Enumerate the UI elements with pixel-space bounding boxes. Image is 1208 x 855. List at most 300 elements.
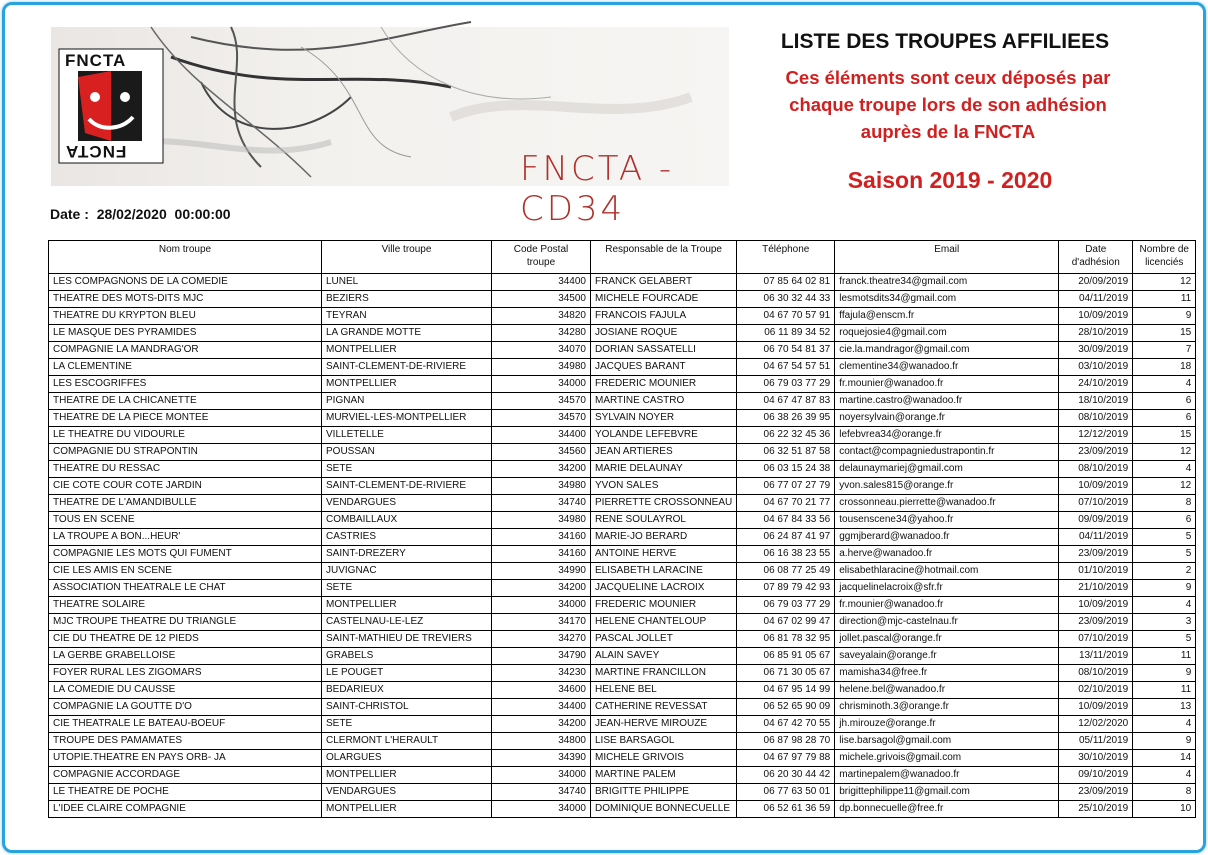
cell-ville: SAINT-CLEMENT-DE-RIVIERE <box>322 478 492 495</box>
cell-date: 07/10/2019 <box>1059 631 1133 648</box>
cell-date: 20/09/2019 <box>1059 274 1133 291</box>
cell-date: 12/12/2019 <box>1059 427 1133 444</box>
cell-responsable: PASCAL JOLLET <box>591 631 737 648</box>
cell-code-postal: 34000 <box>492 767 591 784</box>
cell-licencies: 15 <box>1133 325 1196 342</box>
cell-licencies: 7 <box>1133 342 1196 359</box>
cell-telephone: 06 03 15 24 38 <box>737 461 835 478</box>
cell-ville: VENDARGUES <box>322 784 492 801</box>
cell-nom: MJC TROUPE THEATRE DU TRIANGLE <box>49 614 322 631</box>
cell-code-postal: 34070 <box>492 342 591 359</box>
cell-licencies: 4 <box>1133 376 1196 393</box>
cell-licencies: 11 <box>1133 682 1196 699</box>
cell-telephone: 06 20 30 44 42 <box>737 767 835 784</box>
cell-licencies: 5 <box>1133 529 1196 546</box>
cell-ville: MONTPELLIER <box>322 342 492 359</box>
cell-code-postal: 34400 <box>492 274 591 291</box>
col-header-nom: Nom troupe <box>49 241 322 274</box>
cell-responsable: YOLANDE LEFEBVRE <box>591 427 737 444</box>
col-header-responsable: Responsable de la Troupe <box>591 241 737 274</box>
cell-code-postal: 34740 <box>492 784 591 801</box>
cell-responsable: MICHELE GRIVOIS <box>591 750 737 767</box>
cell-ville: OLARGUES <box>322 750 492 767</box>
cell-date: 25/10/2019 <box>1059 801 1133 818</box>
cell-responsable: FRANCK GELABERT <box>591 274 737 291</box>
cell-code-postal: 34230 <box>492 665 591 682</box>
cell-code-postal: 34390 <box>492 750 591 767</box>
table-row <box>49 614 1196 631</box>
table-row <box>49 597 1196 614</box>
cell-responsable: CATHERINE REVESSAT <box>591 699 737 716</box>
cell-date: 04/11/2019 <box>1059 529 1133 546</box>
cell-code-postal: 34280 <box>492 325 591 342</box>
cell-responsable: BRIGITTE PHILIPPE <box>591 784 737 801</box>
cell-date: 30/09/2019 <box>1059 342 1133 359</box>
cell-code-postal: 34800 <box>492 733 591 750</box>
troupes-table <box>48 240 1196 818</box>
table-row <box>49 410 1196 427</box>
cell-date: 01/10/2019 <box>1059 563 1133 580</box>
season-label: Saison 2019 - 2020 <box>847 167 1053 193</box>
cell-responsable: ALAIN SAVEY <box>591 648 737 665</box>
date-line <box>50 206 231 222</box>
cell-nom: COMPAGNIE DU STRAPONTIN <box>49 444 322 461</box>
cell-ville: POUSSAN <box>322 444 492 461</box>
cell-responsable: ELISABETH LARACINE <box>591 563 737 580</box>
cell-ville: SAINT-DREZERY <box>322 546 492 563</box>
cell-email: jollet.pascal@orange.fr <box>835 631 1059 648</box>
col-header-licencies: Nombre de licenciés <box>1133 241 1196 274</box>
table-row <box>49 529 1196 546</box>
col-header-ville: Ville troupe <box>322 241 492 274</box>
cell-nom: THEATRE DE L'AMANDIBULLE <box>49 495 322 512</box>
cell-licencies: 12 <box>1133 478 1196 495</box>
logo-letters-top: FNCTA <box>65 51 127 70</box>
cell-nom: LES ESCOGRIFFES <box>49 376 322 393</box>
cell-telephone: 06 52 61 36 59 <box>737 801 835 818</box>
col-header-code-postal: Code Postal troupe <box>492 241 591 274</box>
cell-responsable: JACQUELINE LACROIX <box>591 580 737 597</box>
cell-email: clementine34@wanadoo.fr <box>835 359 1059 376</box>
table-row <box>49 665 1196 682</box>
header-row <box>49 241 1196 274</box>
cell-telephone: 07 89 79 42 93 <box>737 580 835 597</box>
cell-email: jacquelinelacroix@sfr.fr <box>835 580 1059 597</box>
table-row <box>49 444 1196 461</box>
cell-licencies: 4 <box>1133 461 1196 478</box>
cell-email: fr.mounier@wanadoo.fr <box>835 376 1059 393</box>
table-row <box>49 733 1196 750</box>
table-body <box>49 274 1196 818</box>
cell-responsable: HELENE BEL <box>591 682 737 699</box>
logo-letters-bottom: FNCTA <box>65 142 127 161</box>
cell-email: martine.castro@wanadoo.fr <box>835 393 1059 410</box>
cell-ville: SAINT-CHRISTOL <box>322 699 492 716</box>
cell-responsable: JOSIANE ROQUE <box>591 325 737 342</box>
cell-licencies: 9 <box>1133 308 1196 325</box>
table-row <box>49 716 1196 733</box>
cell-licencies: 14 <box>1133 750 1196 767</box>
cell-date: 12/02/2020 <box>1059 716 1133 733</box>
cell-nom: LA COMEDIE DU CAUSSE <box>49 682 322 699</box>
cell-date: 10/09/2019 <box>1059 699 1133 716</box>
table-row <box>49 342 1196 359</box>
cell-telephone: 04 67 97 79 88 <box>737 750 835 767</box>
cell-ville: SAINT-CLEMENT-DE-RIVIERE <box>322 359 492 376</box>
cell-code-postal: 34160 <box>492 529 591 546</box>
cell-email: crossonneau.pierrette@wanadoo.fr <box>835 495 1059 512</box>
table-row <box>49 461 1196 478</box>
cell-nom: LA TROUPE A BON...HEUR' <box>49 529 322 546</box>
cell-ville: MONTPELLIER <box>322 376 492 393</box>
cell-email: michele.grivois@gmail.com <box>835 750 1059 767</box>
table-row <box>49 801 1196 818</box>
cell-code-postal: 34980 <box>492 359 591 376</box>
table-row <box>49 359 1196 376</box>
cell-nom: LE THEATRE DU VIDOURLE <box>49 427 322 444</box>
table-header <box>49 241 1196 274</box>
cell-telephone: 06 79 03 77 29 <box>737 597 835 614</box>
cell-licencies: 6 <box>1133 512 1196 529</box>
table-row <box>49 512 1196 529</box>
cell-code-postal: 34980 <box>492 478 591 495</box>
cell-nom: UTOPIE.THEATRE EN PAYS ORB- JA <box>49 750 322 767</box>
cell-code-postal: 34560 <box>492 444 591 461</box>
cell-email: tousenscene34@yahoo.fr <box>835 512 1059 529</box>
cell-licencies: 11 <box>1133 291 1196 308</box>
cell-nom: CIE COTE COUR COTE JARDIN <box>49 478 322 495</box>
cell-nom: COMPAGNIE LA MANDRAG'OR <box>49 342 322 359</box>
table-row <box>49 580 1196 597</box>
cell-code-postal: 34200 <box>492 461 591 478</box>
cell-telephone: 04 67 47 87 83 <box>737 393 835 410</box>
cell-date: 23/09/2019 <box>1059 784 1133 801</box>
cell-nom: LE THEATRE DE POCHE <box>49 784 322 801</box>
cell-telephone: 07 85 64 02 81 <box>737 274 835 291</box>
cell-telephone: 04 67 02 99 47 <box>737 614 835 631</box>
cell-telephone: 06 24 87 41 97 <box>737 529 835 546</box>
cell-nom: LA CLEMENTINE <box>49 359 322 376</box>
cell-email: martinepalem@wanadoo.fr <box>835 767 1059 784</box>
cell-nom: THEATRE SOLAIRE <box>49 597 322 614</box>
cell-ville: JUVIGNAC <box>322 563 492 580</box>
cell-date: 02/10/2019 <box>1059 682 1133 699</box>
cell-licencies: 13 <box>1133 699 1196 716</box>
cell-email: cie.la.mandragor@gmail.com <box>835 342 1059 359</box>
table-row <box>49 563 1196 580</box>
cell-responsable: MARIE-JO BERARD <box>591 529 737 546</box>
cell-licencies: 11 <box>1133 648 1196 665</box>
cell-date: 08/10/2019 <box>1059 410 1133 427</box>
cell-date: 23/09/2019 <box>1059 444 1133 461</box>
cell-telephone: 06 52 65 90 09 <box>737 699 835 716</box>
cell-ville: CASTELNAU-LE-LEZ <box>322 614 492 631</box>
cell-licencies: 12 <box>1133 274 1196 291</box>
cell-telephone: 06 16 38 23 55 <box>737 546 835 563</box>
cell-ville: VILLETELLE <box>322 427 492 444</box>
cell-responsable: JEAN-HERVE MIROUZE <box>591 716 737 733</box>
cell-ville: CLERMONT L'HERAULT <box>322 733 492 750</box>
cell-nom: FOYER RURAL LES ZIGOMARS <box>49 665 322 682</box>
cell-ville: SAINT-MATHIEU DE TREVIERS <box>322 631 492 648</box>
cell-telephone: 06 11 89 34 52 <box>737 325 835 342</box>
cell-licencies: 15 <box>1133 427 1196 444</box>
cell-responsable: MICHELE FOURCADE <box>591 291 737 308</box>
cell-responsable: MARIE DELAUNAY <box>591 461 737 478</box>
cell-email: contact@compagniedustrapontin.fr <box>835 444 1059 461</box>
cell-nom: LA GERBE GRABELLOISE <box>49 648 322 665</box>
cell-licencies: 9 <box>1133 733 1196 750</box>
cell-email: direction@mjc-castelnau.fr <box>835 614 1059 631</box>
table-row <box>49 750 1196 767</box>
cell-date: 23/09/2019 <box>1059 546 1133 563</box>
cell-email: noyersylvain@orange.fr <box>835 410 1059 427</box>
cell-email: elisabethlaracine@hotmail.com <box>835 563 1059 580</box>
cell-responsable: ANTOINE HERVE <box>591 546 737 563</box>
cell-date: 21/10/2019 <box>1059 580 1133 597</box>
col-header-date: Date d'adhésion <box>1059 241 1133 274</box>
cell-telephone: 06 30 32 44 33 <box>737 291 835 308</box>
cell-nom: THEATRE DU KRYPTON BLEU <box>49 308 322 325</box>
cell-code-postal: 34600 <box>492 682 591 699</box>
cell-telephone: 06 79 03 77 29 <box>737 376 835 393</box>
cell-code-postal: 34000 <box>492 376 591 393</box>
cell-licencies: 9 <box>1133 665 1196 682</box>
cell-licencies: 4 <box>1133 767 1196 784</box>
cell-telephone: 04 67 70 21 77 <box>737 495 835 512</box>
cell-responsable: PIERRETTE CROSSONNEAU <box>591 495 737 512</box>
cell-code-postal: 34000 <box>492 801 591 818</box>
cell-telephone: 04 67 70 57 91 <box>737 308 835 325</box>
cell-nom: COMPAGNIE LES MOTS QUI FUMENT <box>49 546 322 563</box>
cell-date: 28/10/2019 <box>1059 325 1133 342</box>
table-row <box>49 699 1196 716</box>
cell-licencies: 9 <box>1133 580 1196 597</box>
table-row <box>49 308 1196 325</box>
cell-date: 10/09/2019 <box>1059 597 1133 614</box>
cell-email: ggmjberard@wanadoo.fr <box>835 529 1059 546</box>
cell-date: 05/11/2019 <box>1059 733 1133 750</box>
table-row <box>49 325 1196 342</box>
cell-nom: CIE DU THEATRE DE 12 PIEDS <box>49 631 322 648</box>
cell-telephone: 06 08 77 25 49 <box>737 563 835 580</box>
cell-licencies: 5 <box>1133 546 1196 563</box>
page-title: LISTE DES TROUPES AFFILIEES <box>780 30 1110 53</box>
cell-nom: LES COMPAGNONS DE LA COMEDIE <box>49 274 322 291</box>
cell-date: 08/10/2019 <box>1059 461 1133 478</box>
cell-licencies: 6 <box>1133 410 1196 427</box>
cell-responsable: DOMINIQUE BONNECUELLE <box>591 801 737 818</box>
cell-licencies: 5 <box>1133 631 1196 648</box>
cell-nom: L'IDEE CLAIRE COMPAGNIE <box>49 801 322 818</box>
cell-date: 10/09/2019 <box>1059 478 1133 495</box>
cell-date: 03/10/2019 <box>1059 359 1133 376</box>
cell-responsable: FREDERIC MOUNIER <box>591 376 737 393</box>
cell-licencies: 3 <box>1133 614 1196 631</box>
cell-email: brigittephilippe11@gmail.com <box>835 784 1059 801</box>
cell-ville: BEDARIEUX <box>322 682 492 699</box>
cell-code-postal: 34570 <box>492 393 591 410</box>
cell-nom: THEATRE DE LA PIECE MONTEE <box>49 410 322 427</box>
cell-responsable: FREDERIC MOUNIER <box>591 597 737 614</box>
cell-code-postal: 34570 <box>492 410 591 427</box>
table-row <box>49 682 1196 699</box>
table-row <box>49 784 1196 801</box>
cell-code-postal: 34790 <box>492 648 591 665</box>
cell-telephone: 06 77 07 27 79 <box>737 478 835 495</box>
table-row <box>49 767 1196 784</box>
cell-licencies: 8 <box>1133 784 1196 801</box>
cell-code-postal: 34000 <box>492 597 591 614</box>
cell-date: 07/10/2019 <box>1059 495 1133 512</box>
cell-ville: TEYRAN <box>322 308 492 325</box>
cell-date: 08/10/2019 <box>1059 665 1133 682</box>
cell-nom: COMPAGNIE ACCORDAGE <box>49 767 322 784</box>
cell-email: lise.barsagol@gmail.com <box>835 733 1059 750</box>
table-row <box>49 631 1196 648</box>
cell-ville: LA GRANDE MOTTE <box>322 325 492 342</box>
table-row <box>49 274 1196 291</box>
date-value: 28/02/2020 00:00:00 <box>96 206 231 222</box>
cell-ville: COMBAILLAUX <box>322 512 492 529</box>
cell-email: fr.mounier@wanadoo.fr <box>835 597 1059 614</box>
cell-email: saveyalain@orange.fr <box>835 648 1059 665</box>
cell-email: roquejosie4@gmail.com <box>835 325 1059 342</box>
cell-date: 18/10/2019 <box>1059 393 1133 410</box>
cell-date: 09/10/2019 <box>1059 767 1133 784</box>
cell-ville: MONTPELLIER <box>322 597 492 614</box>
cell-ville: LUNEL <box>322 274 492 291</box>
subtitle <box>755 64 1141 145</box>
cell-date: 10/09/2019 <box>1059 308 1133 325</box>
cell-date: 23/09/2019 <box>1059 614 1133 631</box>
cell-email: franck.theatre34@gmail.com <box>835 274 1059 291</box>
cell-telephone: 04 67 42 70 55 <box>737 716 835 733</box>
cell-ville: SETE <box>322 716 492 733</box>
cell-ville: GRABELS <box>322 648 492 665</box>
cell-telephone: 04 67 95 14 99 <box>737 682 835 699</box>
cell-responsable: JACQUES BARANT <box>591 359 737 376</box>
cell-ville: MONTPELLIER <box>322 801 492 818</box>
cell-responsable: YVON SALES <box>591 478 737 495</box>
cell-code-postal: 34820 <box>492 308 591 325</box>
cell-email: lefebvrea34@orange.fr <box>835 427 1059 444</box>
cell-responsable: FRANCOIS FAJULA <box>591 308 737 325</box>
table-row <box>49 393 1196 410</box>
cell-licencies: 6 <box>1133 393 1196 410</box>
cell-responsable: JEAN ARTIERES <box>591 444 737 461</box>
cell-telephone: 06 32 51 87 58 <box>737 444 835 461</box>
cell-email: yvon.sales815@orange.fr <box>835 478 1059 495</box>
cell-ville: PIGNAN <box>322 393 492 410</box>
col-header-email: Email <box>835 241 1059 274</box>
cell-responsable: MARTINE CASTRO <box>591 393 737 410</box>
banner-text: FNCTA - CD34 <box>520 149 675 229</box>
cell-code-postal: 34980 <box>492 512 591 529</box>
cell-telephone: 04 67 54 57 51 <box>737 359 835 376</box>
cell-telephone: 06 71 30 05 67 <box>737 665 835 682</box>
subtitle-line: Ces éléments sont ceux déposés par <box>785 67 1111 88</box>
cell-ville: LE POUGET <box>322 665 492 682</box>
cell-ville: VENDARGUES <box>322 495 492 512</box>
cell-licencies: 10 <box>1133 801 1196 818</box>
cell-nom: THEATRE DU RESSAC <box>49 461 322 478</box>
cell-responsable: MARTINE PALEM <box>591 767 737 784</box>
cell-responsable: DORIAN SASSATELLI <box>591 342 737 359</box>
cell-telephone: 06 77 63 50 01 <box>737 784 835 801</box>
cell-nom: COMPAGNIE LA GOUTTE D'O <box>49 699 322 716</box>
table-row <box>49 648 1196 665</box>
cell-nom: CIE LES AMIS EN SCENE <box>49 563 322 580</box>
table-row <box>49 478 1196 495</box>
cell-nom: LE MASQUE DES PYRAMIDES <box>49 325 322 342</box>
cell-code-postal: 34160 <box>492 546 591 563</box>
cell-email: lesmotsdits34@gmail.com <box>835 291 1059 308</box>
cell-code-postal: 34400 <box>492 427 591 444</box>
cell-licencies: 4 <box>1133 716 1196 733</box>
cell-licencies: 8 <box>1133 495 1196 512</box>
cell-telephone: 04 67 84 33 56 <box>737 512 835 529</box>
date-label: Date : <box>50 206 89 222</box>
cell-responsable: MARTINE FRANCILLON <box>591 665 737 682</box>
cell-ville: CASTRIES <box>322 529 492 546</box>
cell-code-postal: 34170 <box>492 614 591 631</box>
cell-ville: SETE <box>322 580 492 597</box>
cell-ville: MONTPELLIER <box>322 767 492 784</box>
cell-telephone: 06 87 98 28 70 <box>737 733 835 750</box>
cell-nom: TROUPE DES PAMAMATES <box>49 733 322 750</box>
cell-licencies: 2 <box>1133 563 1196 580</box>
cell-date: 09/09/2019 <box>1059 512 1133 529</box>
cell-code-postal: 34200 <box>492 580 591 597</box>
table-row <box>49 427 1196 444</box>
cell-date: 30/10/2019 <box>1059 750 1133 767</box>
cell-licencies: 18 <box>1133 359 1196 376</box>
cell-code-postal: 34740 <box>492 495 591 512</box>
subtitle-line: auprès de la FNCTA <box>860 121 1036 142</box>
cell-date: 13/11/2019 <box>1059 648 1133 665</box>
cell-email: chrisminoth.3@orange.fr <box>835 699 1059 716</box>
cell-email: ffajula@enscm.fr <box>835 308 1059 325</box>
cell-date: 24/10/2019 <box>1059 376 1133 393</box>
cell-email: mamisha34@free.fr <box>835 665 1059 682</box>
subtitle-line: chaque troupe lors de son adhésion <box>789 94 1107 115</box>
cell-nom: THEATRE DES MOTS-DITS MJC <box>49 291 322 308</box>
cell-licencies: 4 <box>1133 597 1196 614</box>
cell-responsable: HELENE CHANTELOUP <box>591 614 737 631</box>
col-header-telephone: Téléphone <box>737 241 835 274</box>
cell-email: helene.bel@wanadoo.fr <box>835 682 1059 699</box>
cell-email: dp.bonnecuelle@free.fr <box>835 801 1059 818</box>
cell-responsable: LISE BARSAGOL <box>591 733 737 750</box>
cell-email: delaunaymariej@gmail.com <box>835 461 1059 478</box>
cell-ville: BEZIERS <box>322 291 492 308</box>
cell-code-postal: 34200 <box>492 716 591 733</box>
cell-responsable: SYLVAIN NOYER <box>591 410 737 427</box>
cell-email: a.herve@wanadoo.fr <box>835 546 1059 563</box>
cell-telephone: 06 81 78 32 95 <box>737 631 835 648</box>
cell-code-postal: 34400 <box>492 699 591 716</box>
cell-code-postal: 34270 <box>492 631 591 648</box>
cell-telephone: 06 38 26 39 95 <box>737 410 835 427</box>
cell-nom: THEATRE DE LA CHICANETTE <box>49 393 322 410</box>
cell-nom: CIE THEATRALE LE BATEAU-BOEUF <box>49 716 322 733</box>
cell-responsable: RENE SOULAYROL <box>591 512 737 529</box>
cell-code-postal: 34500 <box>492 291 591 308</box>
table-row <box>49 546 1196 563</box>
table-row <box>49 291 1196 308</box>
cell-ville: MURVIEL-LES-MONTPELLIER <box>322 410 492 427</box>
